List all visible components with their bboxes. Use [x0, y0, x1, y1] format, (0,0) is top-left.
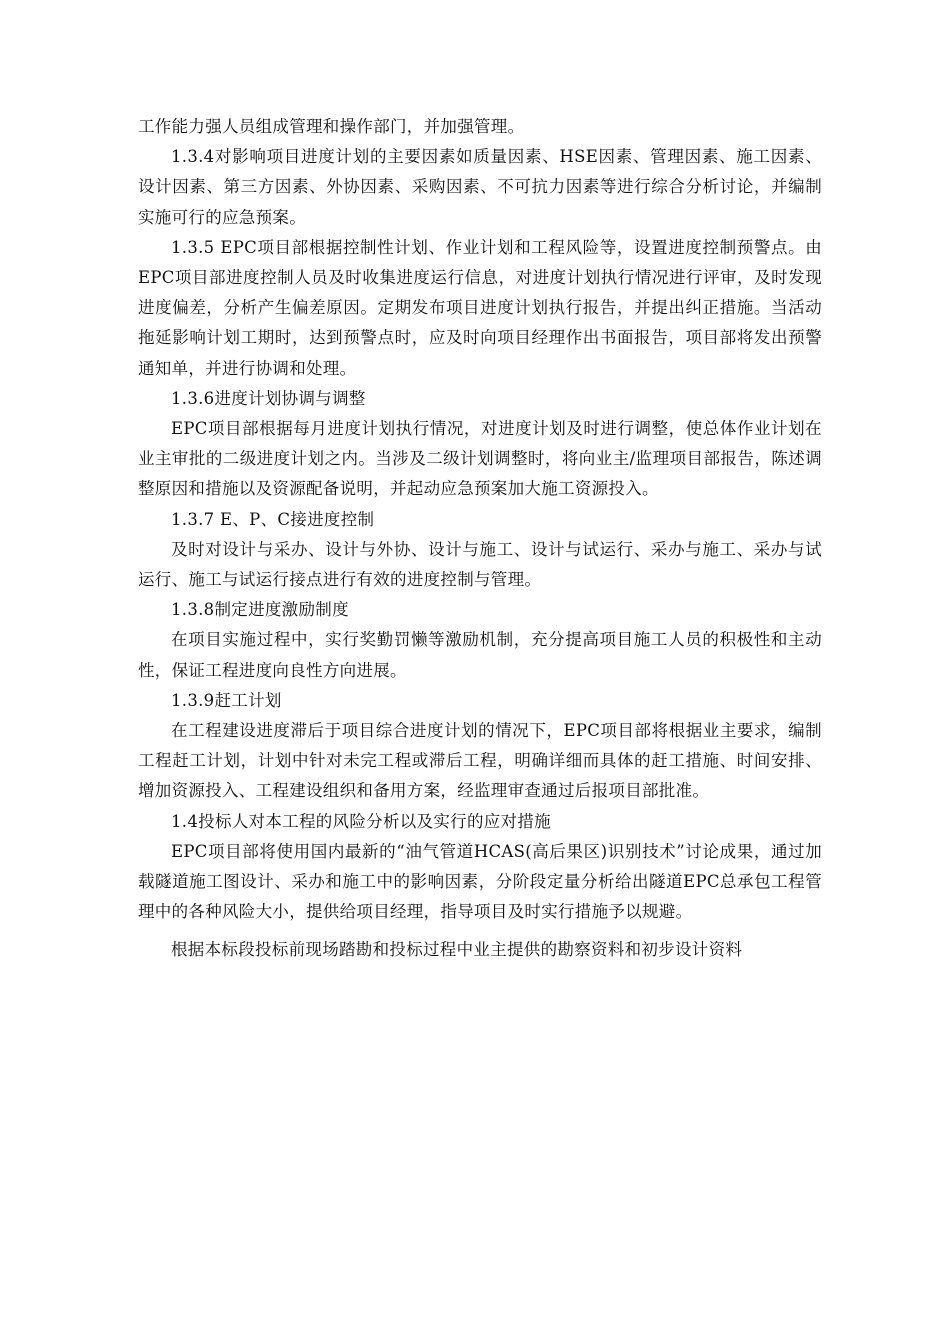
paragraph: 及时对设计与采办、设计与外协、设计与施工、设计与试运行、采办与施工、采办与试运行、施工与试运行接点进行有效的进度控制与管理。: [138, 539, 822, 590]
section-heading: 1.3.6进度计划协调与调整: [171, 388, 366, 408]
paragraph: 1.3.4对影响项目进度计划的主要因素如质量因素、HSE因素、管理因素、施工因素、设计因素、第三方因素、外协因素、采购因素、不可抗力因素等进行综合分析讨论，并编制实施可行的应急预案。: [138, 147, 822, 227]
paragraph: EPC项目部根据每月进度计划执行情况，对进度计划及时进行调整，使总体作业计划在业主审批的二级进度计划之内。当涉及二级计划调整时，将向业主/监理项目部报告，陈述调整原因和措施以及资源配备说明，并起动应急预案加大施工资源投入。: [138, 419, 822, 499]
paragraph: 根据本标段投标前现场踏勘和投标过程中业主提供的勘察资料和初步设计资料: [171, 940, 743, 960]
section-heading: 1.4投标人对本工程的风险分析以及实行的应对措施: [171, 811, 551, 831]
paragraph: 工作能力强人员组成管理和操作部门，并加强管理。: [138, 117, 525, 136]
paragraph: 在工程建设进度滞后于项目综合进度计划的情况下，EPC项目部将根据业主要求，编制工程赶工计划，计划中针对未完工程或滞后工程，明确详细而具体的赶工措施、时间安排、增加资源投入、工程建设组织和备用方案，经监理审查通过后报项目部批准。: [138, 721, 822, 801]
paragraph: 在项目实施过程中，实行奖勤罚懒等激励机制，充分提高项目施工人员的积极性和主动性，保证工程进度向良性方向进展。: [138, 630, 822, 680]
section-heading: 1.3.8制定进度激励制度: [171, 600, 349, 620]
document-page: [138, 112, 822, 966]
paragraph: 1.3.5 EPC项目部根据控制性计划、作业计划和工程风险等，设置进度控制预警点。由EPC项目部进度控制人员及时收集进度运行信息，对进度计划执行情况进行评审，及时发现进度偏差，分析产生偏差原因。定期发布项目进度计划执行报告，并提出纠正措施。当活动拖延影响计划工期时，达到预警点时，应及时向项目经理作出书面报告，项目部将发出预警通知单，并进行协调和处理。: [138, 237, 822, 378]
paragraph: EPC项目部将使用国内最新的“油气管道HCAS(高后果区)识别技术”讨论成果，通过加载隧道施工图设计、采办和施工中的影响因素，分阶段定量分析给出隧道EPC总承包工程管理中的各种风险大小，提供给项目经理，指导项目及时实行措施予以规避。: [138, 841, 822, 922]
section-heading: 1.3.7 E、P、C接进度控制: [171, 509, 375, 529]
section-heading: 1.3.9赶工计划: [171, 690, 282, 710]
